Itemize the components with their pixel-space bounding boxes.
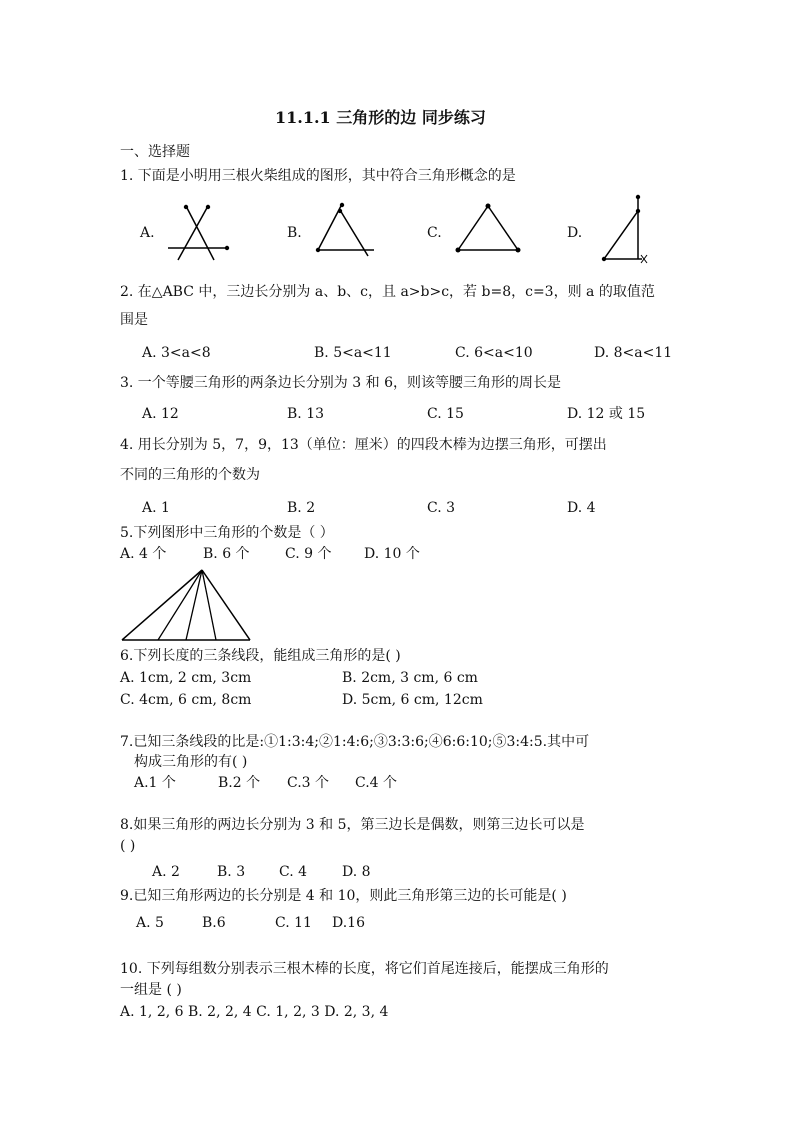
q3-option-b: B. 13 [287,406,325,422]
q4-stem-line2: 不同的三角形的个数为 [120,467,260,483]
q2-option-c: C. 6<a<10 [455,345,533,361]
q7-stem-line2: 构成三角形的有( ) [134,754,248,770]
q9-stem: 9.已知三角形两边的长分别是 4 和 10，则此三角形第三边的长可能是( ) [120,888,567,904]
q7-option-b: B.2 个 [218,775,261,791]
q4-option-b: B. 2 [287,500,316,516]
q8-option-d: D. 8 [342,864,371,880]
q6-option-d: D. 5cm, 6 cm, 12cm [342,692,483,708]
q3-option-d: D. 12 或 15 [567,406,646,422]
q5-option-c: C. 9 个 [285,546,332,562]
q5-triangle-figure [120,568,260,643]
q2-option-b: B. 5<a<11 [314,345,392,361]
q9-option-d: D.16 [332,915,365,931]
q1-figure-c [452,200,532,262]
q1-option-b: B. [287,225,302,241]
q9-option-a: A. 5 [136,915,164,931]
q1-figure-d [598,193,658,263]
q7-option-d: C.4 个 [355,775,398,791]
q8-stem-line1: 8.如果三角形的两边长分别为 3 和 5，第三边长是偶数，则第三边长可以是 [120,817,585,833]
q4-option-d: D. 4 [567,500,596,516]
q1-option-a: A. [140,225,155,241]
section-heading: 一、选择题 [120,144,190,160]
q6-option-b: B. 2cm, 3 cm, 6 cm [342,670,478,686]
q2-option-a: A. 3<a<8 [142,345,211,361]
q10-stem-line2: 一组是 ( ) [120,982,182,998]
q7-stem-line1: 7.已知三条线段的比是:①1:3:4;②1:4:6;③3:3:6;④6:6:10;⑤3:4:5.其中可 [120,734,590,750]
q2-stem-line2: 围是 [120,312,148,328]
q3-stem: 3. 一个等腰三角形的两条边长分别为 3 和 6，则该等腰三角形的周长是 [120,375,561,391]
q5-stem: 5.下列图形中三角形的个数是（ ） [120,525,334,541]
q5-option-a: A. 4 个 [120,546,167,562]
q3-option-c: C. 15 [427,406,464,422]
q6-stem: 6.下列长度的三条线段，能组成三角形的是( ) [120,648,401,664]
q9-option-c: C. 11 [275,915,312,931]
q7-option-c: C.3 个 [287,775,330,791]
q10-options: A. 1, 2, 6 B. 2, 2, 4 C. 1, 2, 3 D. 2, 3, 4 [120,1004,389,1020]
q8-option-b: B. 3 [217,864,246,880]
q1-figure-a [166,200,236,262]
q8-stem-line2: ( ) [120,838,136,854]
q5-option-d: D. 10 个 [364,546,420,562]
q4-option-c: C. 3 [427,500,456,516]
q4-option-a: A. 1 [142,500,170,516]
q1-stem: 1. 下面是小明用三根火柴组成的图形，其中符合三角形概念的是 [120,168,516,184]
q8-option-c: C. 4 [279,864,308,880]
q1-option-d: D. [567,225,583,241]
q8-option-a: A. 2 [152,864,180,880]
q7-option-a: A.1 个 [134,775,176,791]
q2-stem-line1: 2. 在△ABC 中，三边长分别为 a、b、c，且 a>b>c，若 b=8，c=3，则 a 的取值范 [120,284,655,300]
q9-option-b: B.6 [202,915,226,931]
q1-figure-b [310,200,380,262]
page-title: 11.1.1 三角形的边 同步练习 [275,108,486,127]
q1-option-c: C. [427,225,442,241]
q4-stem-line1: 4. 用长分别为 5，7，9，13（单位：厘米）的四段木棒为边摆三角形，可摆出 [120,437,607,453]
q6-option-c: C. 4cm, 6 cm, 8cm [120,692,252,708]
q5-option-b: B. 6 个 [203,546,250,562]
q10-stem-line1: 10. 下列每组数分别表示三根木棒的长度，将它们首尾连接后，能摆成三角形的 [120,961,609,977]
q2-option-d: D. 8<a<11 [594,345,673,361]
q3-option-a: A. 12 [142,406,179,422]
q6-option-a: A. 1cm, 2 cm, 3cm [120,670,252,686]
